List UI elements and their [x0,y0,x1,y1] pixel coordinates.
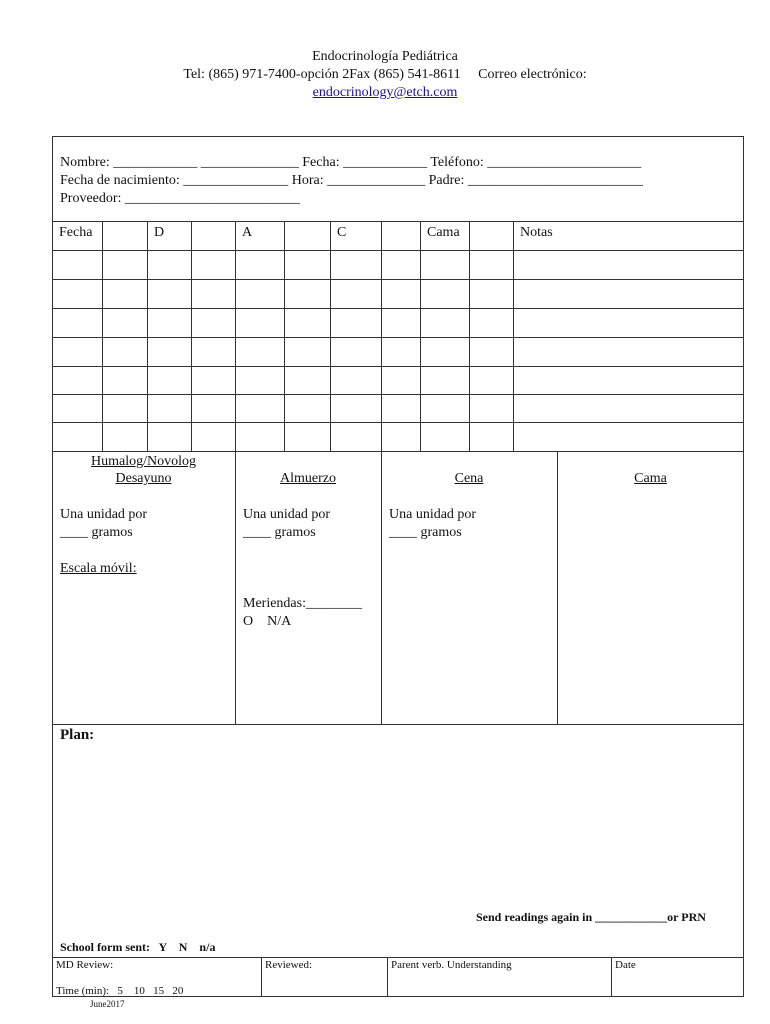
time-min-label: Time (min): 5 10 15 20 [56,985,184,997]
snacks-label: Meriendas:________ [243,596,362,611]
breakfast-ratio-line1: Una unidad por [60,507,148,522]
send-readings-text: Send readings again in ____________or PRN [476,910,706,924]
md-review-label: MD Review: [56,959,114,971]
form-frame [52,136,744,997]
lunch-label: Almuerzo [280,471,336,486]
sliding-scale-label: Escala móvil: [60,561,137,576]
patient-line-3: Proveedor: _________________________ [60,191,300,206]
col-header-fecha: Fecha [59,225,93,240]
dinner-ratio-line1: Una unidad por [389,507,477,522]
email-link[interactable]: endocrinology@etch.com [312,85,458,100]
col-header-notas: Notas [520,225,553,240]
patient-line-1: Nombre: ____________ ______________ Fecha: ____________ Teléfono: ______________________ [60,155,642,170]
parent-verb-label: Parent verb. Understanding [391,959,512,971]
snacks-options: O N/A [243,614,292,629]
col-header-a: A [242,225,253,240]
bed-label: Cama [634,471,667,486]
reviewed-label: Reviewed: [265,959,313,971]
lunch-ratio-line1: Una unidad por [243,507,331,522]
date-label: Date [615,959,636,971]
clinic-title: Endocrinología Pediátrica [312,49,458,64]
col-header-cama: Cama [427,225,460,240]
school-form-sent: School form sent: Y N n/a [60,940,216,954]
dinner-ratio-line2: ____ gramos [389,525,462,540]
revision-date: June2017 [90,999,125,1009]
patient-line-2: Fecha de nacimiento: _______________ Hora: ______________ Padre: _________________________ [60,173,643,188]
col-header-c: C [337,225,347,240]
contact-line: Tel: (865) 971-7400-opción 2Fax (865) 541-8611 Correo electrónico: [183,67,587,82]
breakfast-label: Desayuno [115,471,172,486]
breakfast-ratio-line2: ____ gramos [60,525,133,540]
col-header-d: D [154,225,165,240]
lunch-ratio-line2: ____ gramos [243,525,316,540]
humalog-label: Humalog/Novolog [91,454,196,469]
dinner-label: Cena [454,471,484,486]
plan-label: Plan: [60,727,95,743]
email-row [0,84,770,102]
